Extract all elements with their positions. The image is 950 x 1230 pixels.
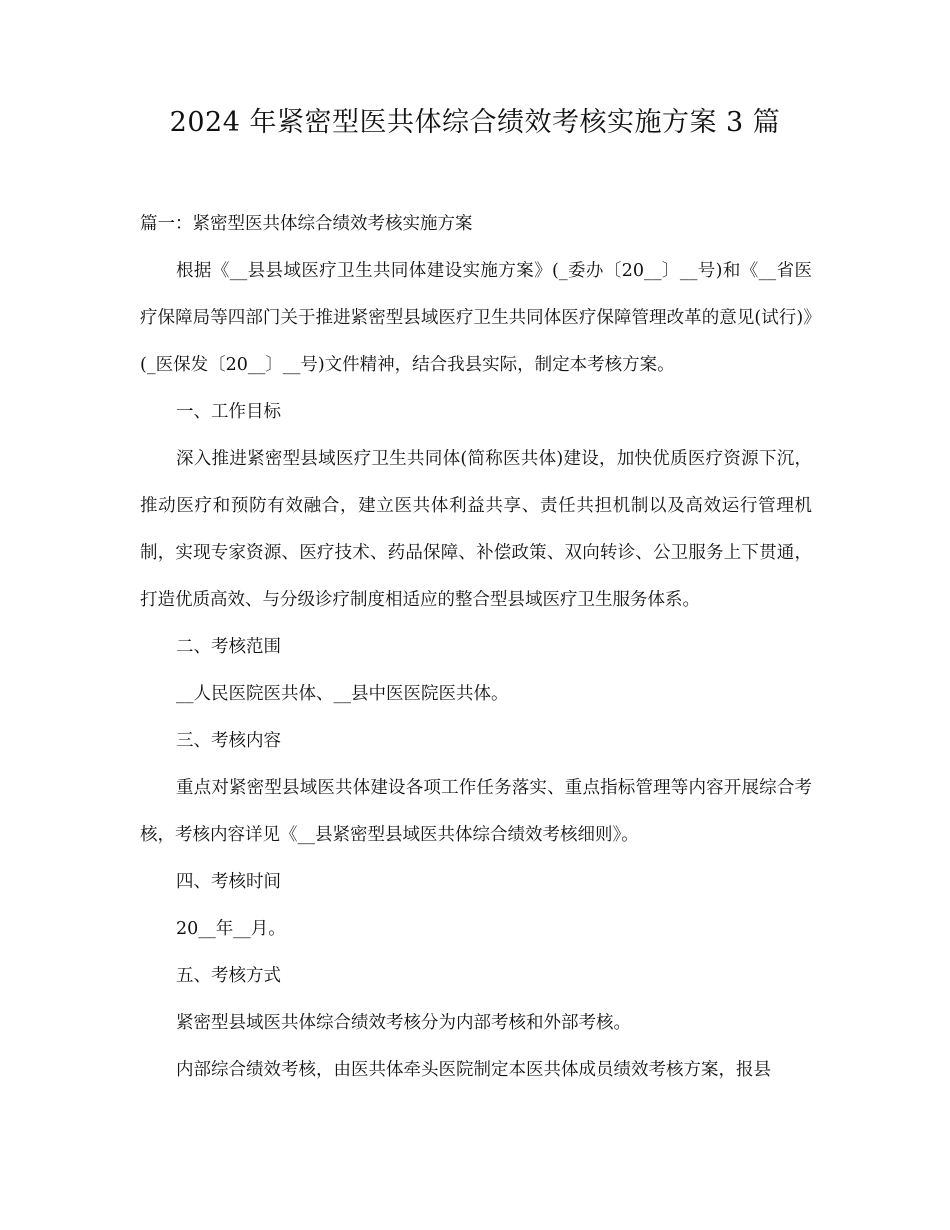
paragraph-internal-assessment: 内部综合绩效考核，由医共体牵头医院制定本医共体成员绩效考核方案，报县 [176, 1060, 771, 1080]
paragraph-basis: 根据《__县县域医疗卫生共同体建设实施方案》(_委办〔20__〕__号)和《__省医疗保障局等四部门关于推进紧密型县域医疗卫生共同体医疗保障管理改革的意见(试行)》(_医保发〔20__〕__号)文件精神，结合我县实际，制定本考核方案。 [140, 261, 812, 375]
section-heading-part-one: 篇一：紧密型医共体综合绩效考核实施方案 [140, 214, 473, 234]
heading-scope: 二、考核范围 [176, 637, 281, 657]
paragraph-method: 紧密型县域医共体综合绩效考核分为内部考核和外部考核。 [176, 1013, 631, 1033]
heading-content: 三、考核内容 [176, 731, 281, 751]
paragraph-time: 20__年__月。 [176, 919, 286, 939]
paragraph-content: 重点对紧密型县域医共体建设各项工作任务落实、重点指标管理等内容开展综合考核，考核内容详见《__县紧密型县域医共体综合绩效考核细则》。 [140, 778, 812, 845]
heading-time: 四、考核时间 [176, 872, 281, 892]
paragraph-work-goal: 深入推进紧密型县域医疗卫生共同体(简称医共体)建设，加快优质医疗资源下沉，推动医疗和预防有效融合，建立医共体利益共享、责任共担机制以及高效运行管理机制，实现专家资源、医疗技术、药品保障、补偿政策、双向转诊、公卫服务上下贯通，打造优质高效、与分级诊疗制度相适应的整合型县域医疗卫生服务体系。 [140, 449, 812, 610]
heading-work-goal: 一、工作目标 [176, 402, 281, 422]
paragraph-scope: __人民医院医共体、__县中医医院医共体。 [176, 684, 509, 704]
heading-method: 五、考核方式 [176, 966, 281, 986]
document-title: 2024 年紧密型医共体综合绩效考核实施方案 3 篇 [169, 107, 781, 138]
document-body [140, 201, 812, 1094]
